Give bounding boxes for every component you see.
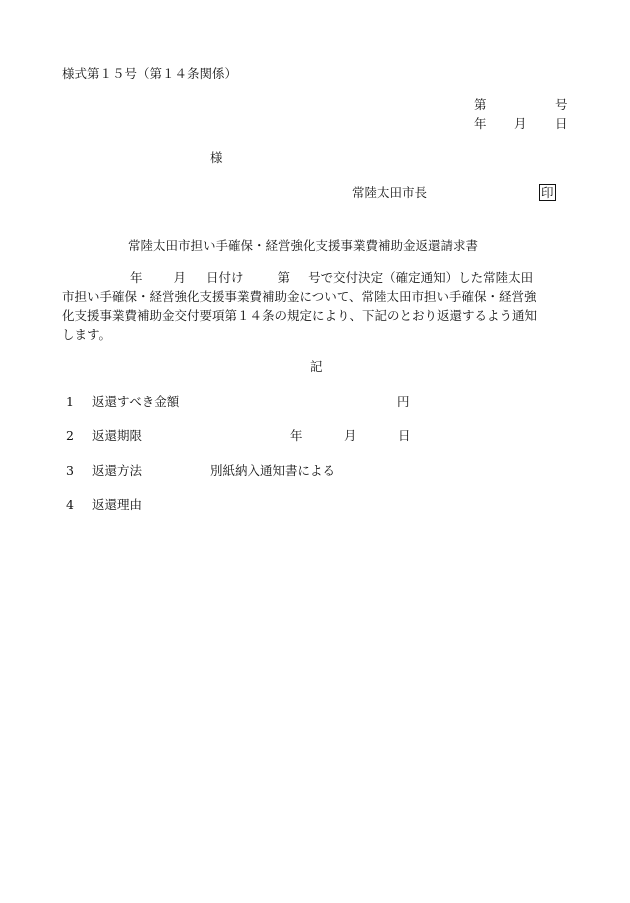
body-line-2: 市担い手確保・経営強化支援事業費補助金について、常陸太田市担い手確保・経営強 [62,289,537,304]
item-number: 2 [66,428,74,443]
form-number: 様式第１５号（第１４条関係） [62,66,238,81]
doc-number-dai: 第 [474,97,487,112]
item-3-method: 別紙納入通知書による [210,463,336,478]
item-label: 返還期限 [92,428,143,443]
document-title: 常陸太田市担い手確保・経営強化支援事業費補助金返還請求書 [128,238,479,253]
date-month: 月 [514,116,527,131]
item-number: 4 [66,497,74,512]
item-number: 3 [66,463,74,478]
item-1-yen: 円 [397,394,410,409]
item-3 [66,463,142,479]
item-label: 返還理由 [92,497,143,512]
item-2-month: 月 [344,428,357,443]
seal-mark [538,184,556,201]
item-2 [66,428,142,444]
item-1 [66,394,179,410]
item-label: 返還方法 [92,463,143,478]
notice-body [62,268,578,344]
item-label: 返還すべき金額 [92,394,180,409]
seal-stamp: 印 [541,185,554,200]
body-line-4: します。 [62,327,112,342]
item-2-year: 年 [290,428,303,443]
body-line-1: 年 月 日付け 第 号で交付決定（確定通知）した常陸太田 [130,270,534,285]
issuer-name: 常陸太田市長 [352,185,428,200]
doc-number-go: 号 [555,97,568,112]
item-2-day: 日 [398,428,411,443]
body-line-3: 化支援事業費補助金交付要項第１４条の規定により、下記のとおり返還するよう通知 [62,308,538,323]
addressee-sama: 様 [210,150,223,165]
item-4 [66,497,142,513]
date-day: 日 [555,116,568,131]
item-number: 1 [66,394,74,409]
ki-heading: 記 [310,359,323,374]
date-year: 年 [474,116,487,131]
